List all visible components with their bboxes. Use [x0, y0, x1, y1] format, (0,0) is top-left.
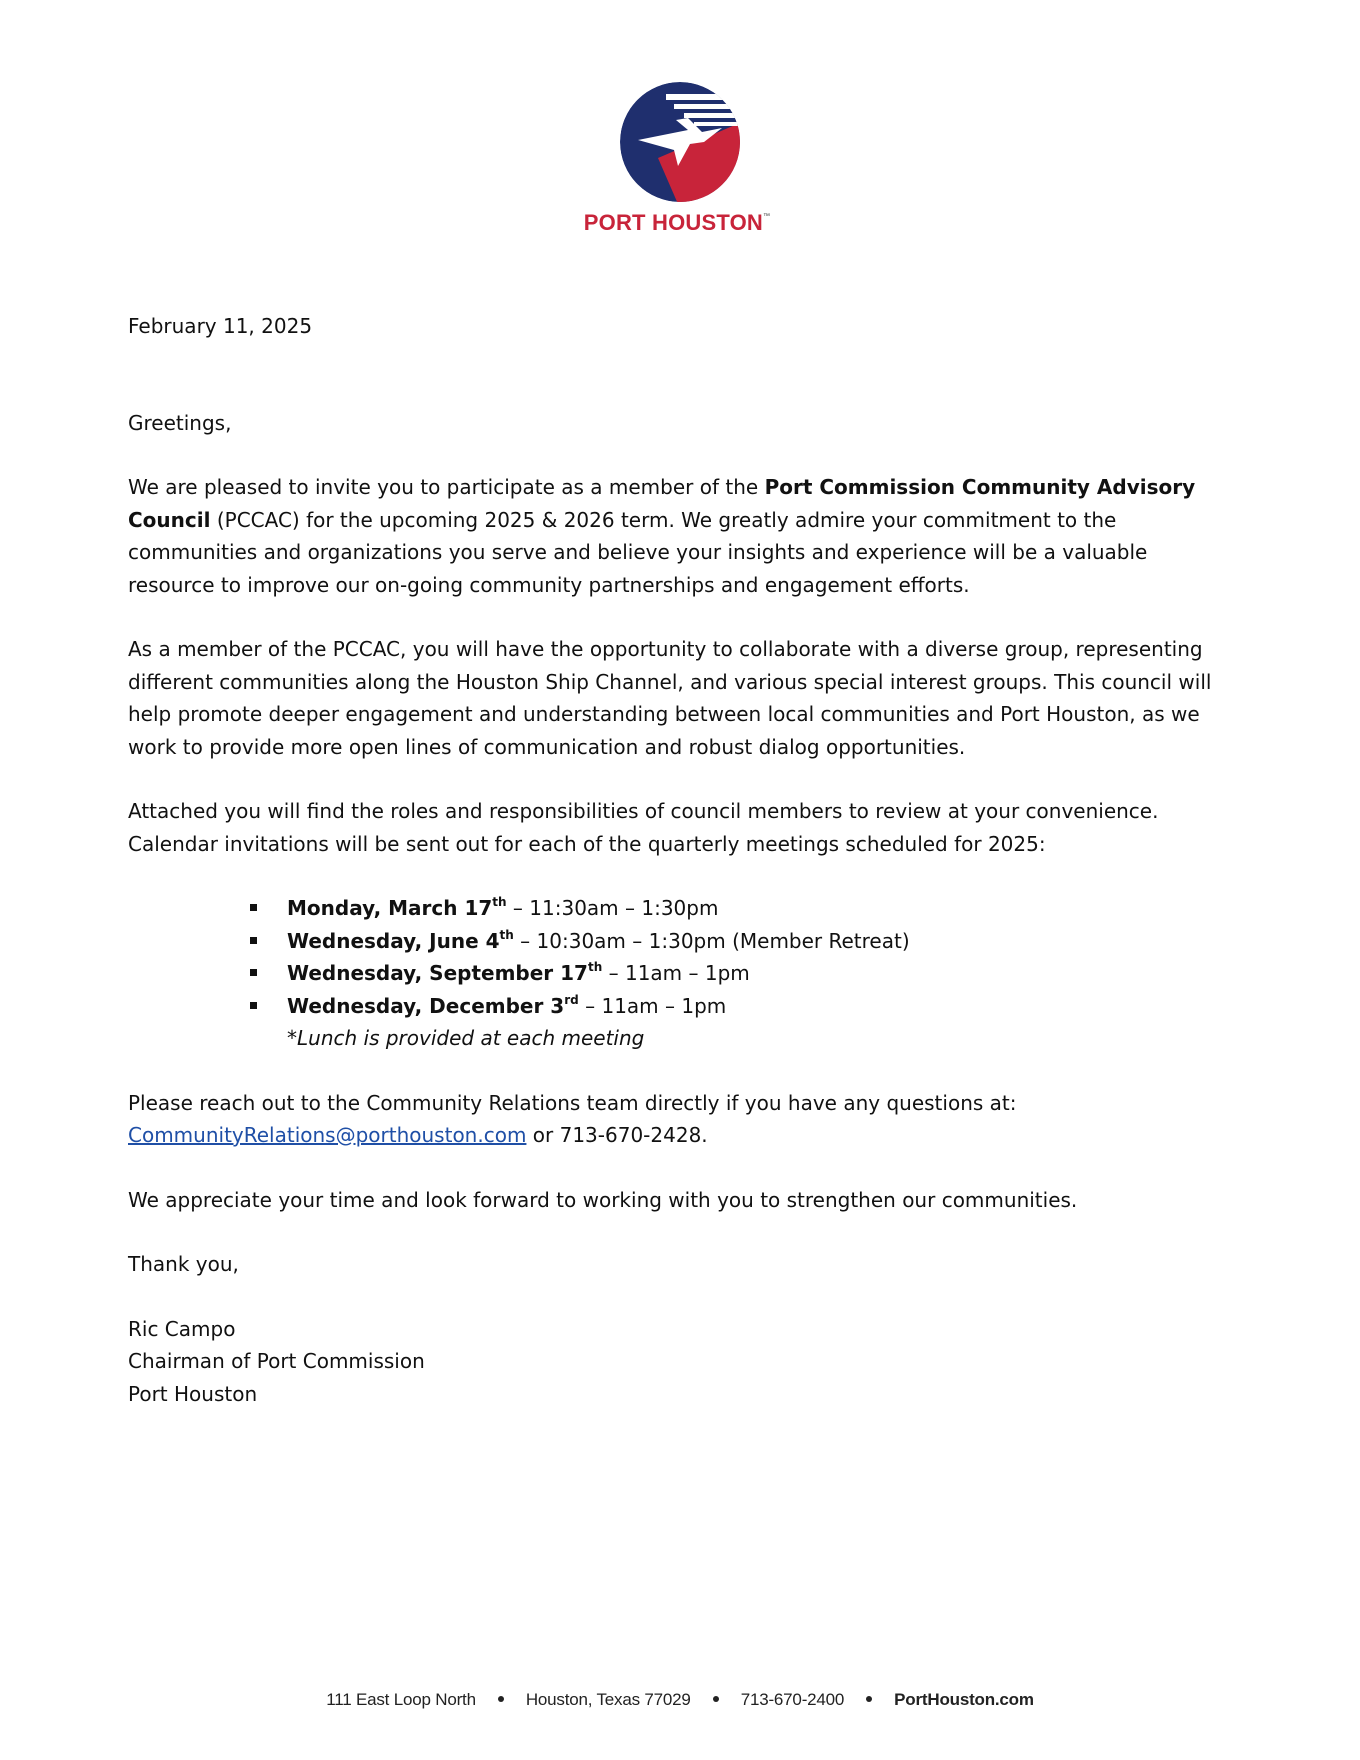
email-link[interactable]: CommunityRelations@porthouston.com — [128, 1123, 527, 1147]
paragraph-contact: Please reach out to the Community Relations team directly if you have any questions at: CommunityRelations@porthouston.com or 713-670-2428. — [128, 1090, 1017, 1147]
meeting-list — [128, 860, 1238, 1055]
closing: Thank you, — [128, 1252, 239, 1276]
list-item: Wednesday, December 3rd – 11am – 1pm — [128, 990, 1238, 1023]
bullet-icon — [250, 904, 257, 911]
footer-city: Houston, Texas 77029 — [525, 1690, 691, 1709]
bullet-icon — [250, 1002, 257, 1009]
signer-organization: Port Houston — [128, 1381, 258, 1406]
list-item: Wednesday, September 17th – 11am – 1pm — [128, 957, 1238, 990]
port-houston-logo-icon — [618, 80, 742, 204]
separator-dot-icon — [498, 1696, 504, 1702]
bullet-icon — [250, 937, 257, 944]
lunch-note: *Lunch is provided at each meeting — [287, 1026, 645, 1050]
paragraph-member-role: As a member of the PCCAC, you will have the opportunity to collaborate with a diverse group, representing different communities along the Houston Ship Channel, and various special interest groups. This council will help promote deeper engagement and understanding between local communities and Port Houston, as we work to provide more open lines of communication and robust dialog opportunities. — [128, 637, 1212, 759]
paragraph-attachments: Attached you will find the roles and responsibilities of council members to review at your convenience. Calendar invitations will be sent out for each of the quarterly meetings scheduled for 2025: — [128, 799, 1159, 856]
signature-block — [128, 1313, 1238, 1411]
council-name: Port Commission Community Advisory Council — [128, 475, 1196, 532]
signer-title: Chairman of Port Commission — [128, 1349, 425, 1373]
letter-date: February 11, 2025 — [128, 314, 313, 338]
separator-dot-icon — [713, 1696, 719, 1702]
trademark-mark: ™ — [763, 213, 771, 220]
paragraph-appreciation: We appreciate your time and look forward to working with you to strengthen our communities. — [128, 1187, 1078, 1212]
footer-phone: 713-670-2400 — [740, 1690, 845, 1709]
paragraph-invitation: We are pleased to invite you to participate as a member of the Port Commission Community Advisory Council (PCCAC) for the upcoming 2025 & 2026 term. We greatly admire your commitment to the communities and organizations you serve and believe your insights and experience will be a valuable resource to improve our on-going community partnerships and engagement efforts. — [128, 475, 1196, 597]
separator-dot-icon — [866, 1696, 872, 1702]
footer-address: 111 East Loop North — [326, 1690, 476, 1709]
footer — [0, 1690, 1360, 1710]
list-item: Wednesday, June 4th – 10:30am – 1:30pm (Member Retreat) — [128, 925, 1238, 958]
letterhead — [0, 80, 1360, 236]
list-item: Monday, March 17th – 11:30am – 1:30pm — [128, 892, 1238, 925]
logo-wordmark: PORT HOUSTON™ — [583, 210, 771, 235]
signer-name: Ric Campo — [128, 1316, 236, 1341]
letter-body — [128, 310, 1238, 1410]
bullet-icon — [250, 969, 257, 976]
greeting: Greetings, — [128, 410, 232, 435]
footer-website: PortHouston.com — [894, 1690, 1034, 1709]
